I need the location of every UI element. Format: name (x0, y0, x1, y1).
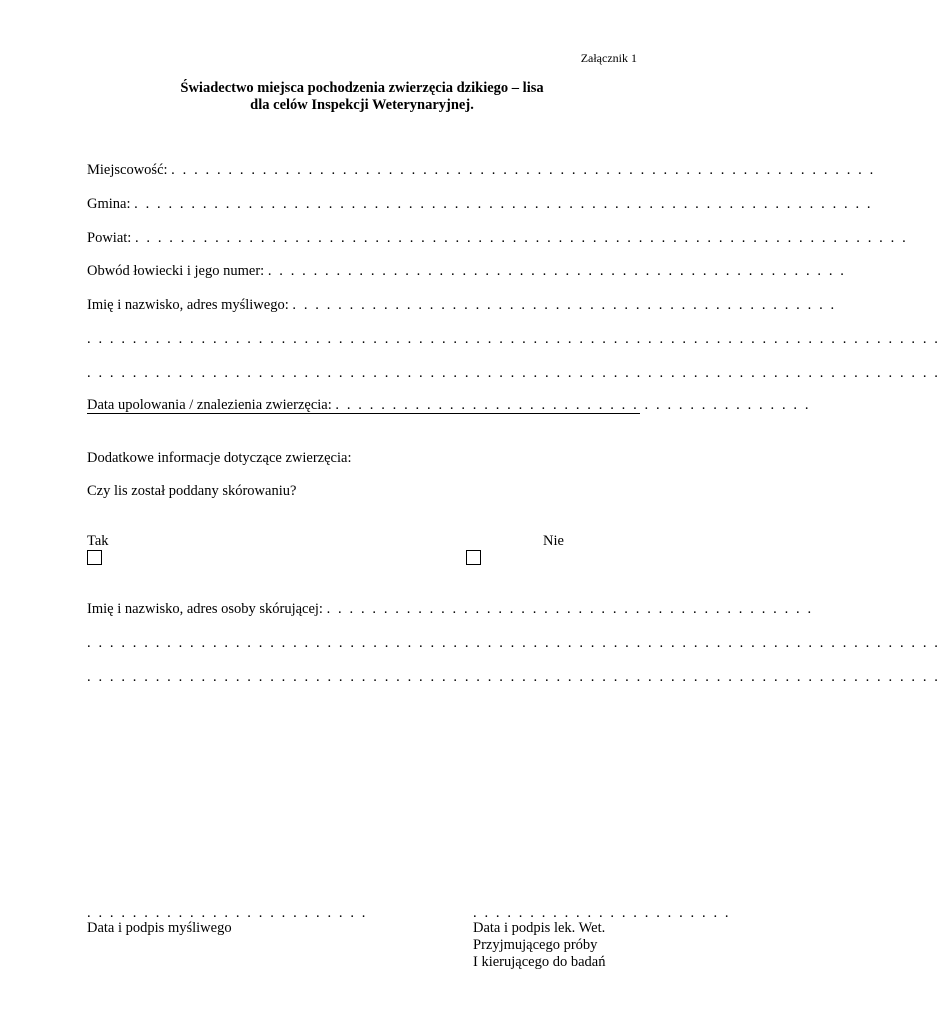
field-label: Data upolowania / znalezienia zwierzęcia: (87, 397, 332, 413)
attachment-label: Załącznik 1 (580, 51, 637, 65)
hunter-address-line-2[interactable]: . . . . . . . . . . . . . . . . . . . . . . . . . . . . . . . . . . . . . . . . . . . . . . . . . . . . . . . . . . . . . . . . . . . . . . . . . . . (87, 331, 940, 347)
field-hunting-date[interactable] (87, 397, 811, 414)
field-skinner-name-address[interactable] (87, 601, 814, 618)
field-label: Imię i nazwisko, adres myśliwego: (87, 297, 289, 313)
vet-signature-label-line3: I kierującego do badań (473, 954, 606, 970)
fill-in-dots: . . . . . . . . . . . . . . . . . . . . . . . . . . . . . . . . . . . . . . . . . . . (326, 601, 814, 617)
field-label: Gmina: (87, 196, 131, 212)
vet-signature-label-line1: Data i podpis lek. Wet. (473, 920, 606, 936)
form-title-line1: Świadectwo miejsca pochodzenia zwierzęcia dzikiego – lisa (180, 80, 544, 96)
fill-in-dots: . . . . . . . . . . . . . . . . . . . . . . . . . . . . . . . . . . . . . . . . . . . . . . . . . . . . . . . . . . . . . . . . . . . . (134, 230, 908, 246)
fill-in-dots: . . . . . . . . . . . . . . . . . . . . . . . . . . . . . . . . . . . . . . . . . . . . . . . . (292, 297, 837, 313)
section-divider (87, 413, 640, 414)
vet-signature-label-line2: Przyjmującego próby (473, 937, 598, 953)
field-miejscowosc[interactable] (87, 162, 876, 179)
fill-in-dots: . . . . . . . . . . . . . . . . . . . . . . . . . . . . . . . . . . . . . . . . . . (335, 397, 811, 413)
skinner-address-line-3[interactable]: . . . . . . . . . . . . . . . . . . . . . . . . . . . . . . . . . . . . . . . . . . . . . . . . . . . . . . . . . . . . . . . . . . . . . . . . . . . (87, 669, 940, 685)
field-hunter-name-address[interactable] (87, 297, 837, 314)
vet-signature-line[interactable]: . . . . . . . . . . . . . . . . . . . . . . . (473, 905, 731, 921)
skinner-address-line-2[interactable]: . . . . . . . . . . . . . . . . . . . . . . . . . . . . . . . . . . . . . . . . . . . . . . . . . . . . . . . . . . . . . . . . . . . . . . . . . . . (87, 635, 940, 651)
hunter-signature-line[interactable]: . . . . . . . . . . . . . . . . . . . . . . . . . (87, 905, 368, 921)
form-title-line2: dla celów Inspekcji Weterynaryjnej. (250, 97, 474, 113)
option-no-label: Nie (543, 533, 564, 549)
field-label: Powiat: (87, 230, 132, 246)
skinning-question: Czy lis został poddany skórowaniu? (87, 483, 297, 499)
hunter-signature-label: Data i podpis myśliwego (87, 920, 232, 936)
field-label: Miejscowość: (87, 162, 168, 178)
fill-in-dots: . . . . . . . . . . . . . . . . . . . . . . . . . . . . . . . . . . . . . . . . . . . . . . . . . . . (267, 263, 847, 279)
field-powiat[interactable] (87, 230, 908, 247)
fill-in-dots: . . . . . . . . . . . . . . . . . . . . . . . . . . . . . . . . . . . . . . . . . . . . . . . . . . . . . . . . . . . . . . . . . (134, 196, 873, 212)
checkbox-yes[interactable] (87, 550, 102, 565)
additional-info-heading: Dodatkowe informacje dotyczące zwierzęcia: (87, 450, 352, 466)
hunter-address-line-3[interactable]: . . . . . . . . . . . . . . . . . . . . . . . . . . . . . . . . . . . . . . . . . . . . . . . . . . . . . . . . . . . . . . . . . . . . . . . . . . . (87, 365, 940, 381)
field-label: Obwód łowiecki i jego numer: (87, 263, 265, 279)
field-gmina[interactable] (87, 196, 873, 213)
fill-in-dots: . . . . . . . . . . . . . . . . . . . . . . . . . . . . . . . . . . . . . . . . . . . . . . . . . . . . . . . . . . . . . . (171, 162, 876, 178)
field-label: Imię i nazwisko, adres osoby skórującej: (87, 601, 323, 617)
option-yes-label: Tak (87, 533, 109, 549)
field-obwod-lowiecki[interactable] (87, 263, 847, 280)
checkbox-no[interactable] (466, 550, 481, 565)
